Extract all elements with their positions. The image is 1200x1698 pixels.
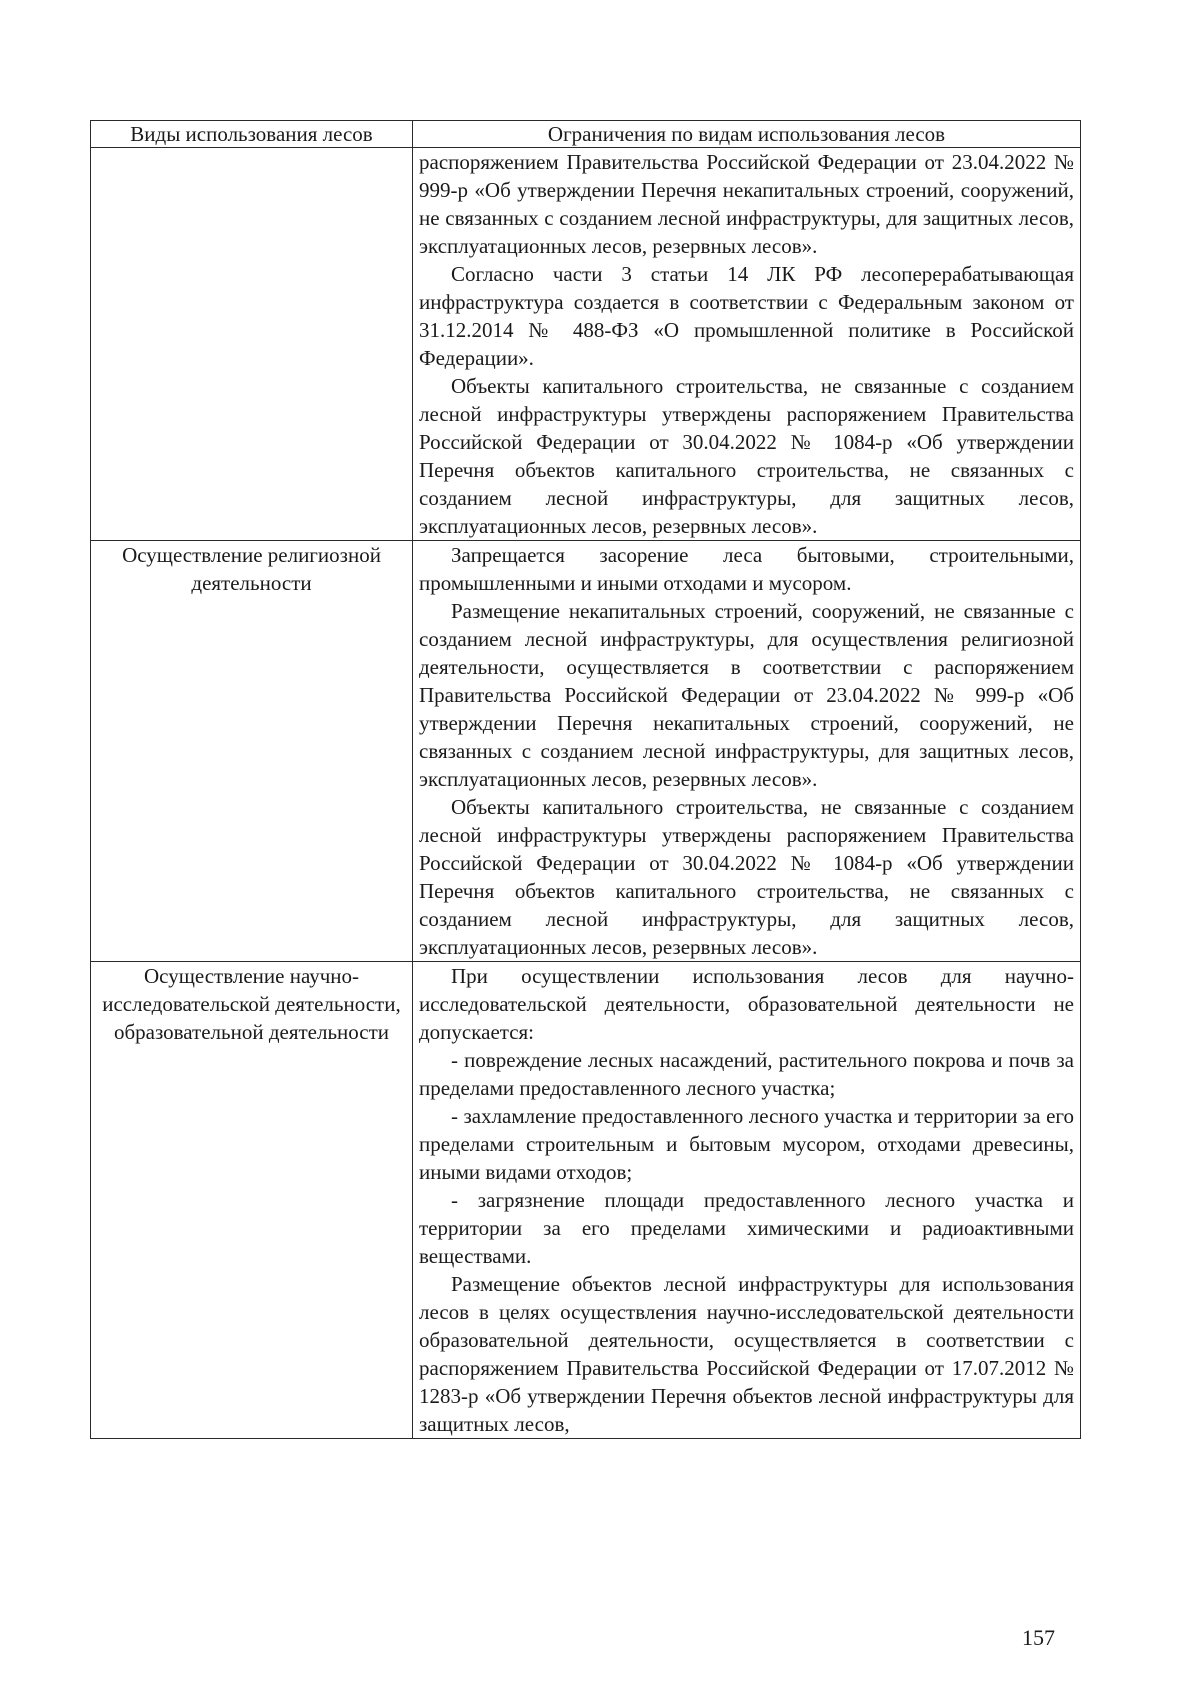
restrictions-cell [413, 541, 1081, 962]
use-type-cell [91, 148, 413, 541]
use-type-cell: Осуществление научно-исследовательской деятельности, образовательной деятельности [91, 962, 413, 1439]
header-restrictions: Ограничения по видам использования лесов [413, 121, 1081, 148]
restriction-paragraph: распоряжением Правительства Российской Федерации от 23.04.2022 № 999-р «Об утверждении Перечня некапитальных строений, сооружений, не связанных с созданием лесной инфраструктуры, для защитных лесов, эксплуатационных лесов, резервных лесов». [419, 150, 1074, 258]
restrictions-cell [413, 148, 1081, 541]
restriction-paragraph: Размещение некапитальных строений, сооружений, не связанные с созданием лесной инфраструктуры, для осуществления религиозной деятельности, осуществляется в соответствии с распоряжением Правительства Российской Федерации от 23.04.2022 № 999-р «Об утверждении Перечня некапитальных строений, сооружений, не связанных с созданием лесной инфраструктуры, для защитных лесов, эксплуатационных лесов, резервных лесов». [419, 599, 1074, 791]
restriction-paragraph: Запрещается засорение леса бытовыми, строительными, промышленными и иными отходами и мусором. [419, 543, 1074, 595]
page-number: 157 [1022, 1625, 1055, 1650]
restriction-paragraph: Размещение объектов лесной инфраструктуры для использования лесов в целях осуществления научно-исследовательской деятельности образовательной деятельности, осуществляется в соответствии с распоряжением Правительства Российской Федерации от 17.07.2012 № 1283-р «Об утверждении Перечня объектов лесной инфраструктуры для защитных лесов, [419, 1272, 1074, 1436]
restriction-paragraph: Объекты капитального строительства, не связанные с созданием лесной инфраструктуры утверждены распоряжением Правительства Российской Федерации от 30.04.2022 № 1084-р «Об утверждении Перечня объектов капитального строительства, не связанных с созданием лесной инфраструктуры, для защитных лесов, эксплуатационных лесов, резервных лесов». [419, 374, 1074, 538]
restriction-paragraph: Согласно части 3 статьи 14 ЛК РФ лесоперерабатывающая инфраструктура создается в соответствии с Федеральным законом от 31.12.2014 № 488-ФЗ «О промышленной политике в Российской Федерации». [419, 262, 1074, 370]
restriction-paragraph: - загрязнение площади предоставленного лесного участка и территории за его пределами химическими и радиоактивными веществами. [419, 1188, 1074, 1268]
table-row [91, 148, 1081, 541]
header-use-types: Виды использования лесов [91, 121, 413, 148]
table-row [91, 962, 1081, 1439]
restriction-paragraph: - захламление предоставленного лесного участка и территории за его пределами строительным и бытовым мусором, отходами древесины, иными видами отходов; [419, 1104, 1074, 1184]
table-header-row [91, 121, 1081, 148]
restrictions-cell [413, 962, 1081, 1439]
use-type-cell: Осуществление религиозной деятельности [91, 541, 413, 962]
restriction-paragraph: - повреждение лесных насаждений, растительного покрова и почв за пределами предоставленного лесного участка; [419, 1048, 1074, 1100]
table-row [91, 541, 1081, 962]
restriction-paragraph: При осуществлении использования лесов для научно-исследовательской деятельности, образовательной деятельности не допускается: [419, 964, 1074, 1044]
forest-use-restrictions-table [90, 120, 1081, 1439]
restriction-paragraph: Объекты капитального строительства, не связанные с созданием лесной инфраструктуры утверждены распоряжением Правительства Российской Федерации от 30.04.2022 № 1084-р «Об утверждении Перечня объектов капитального строительства, не связанных с созданием лесной инфраструктуры, для защитных лесов, эксплуатационных лесов, резервных лесов». [419, 795, 1074, 959]
